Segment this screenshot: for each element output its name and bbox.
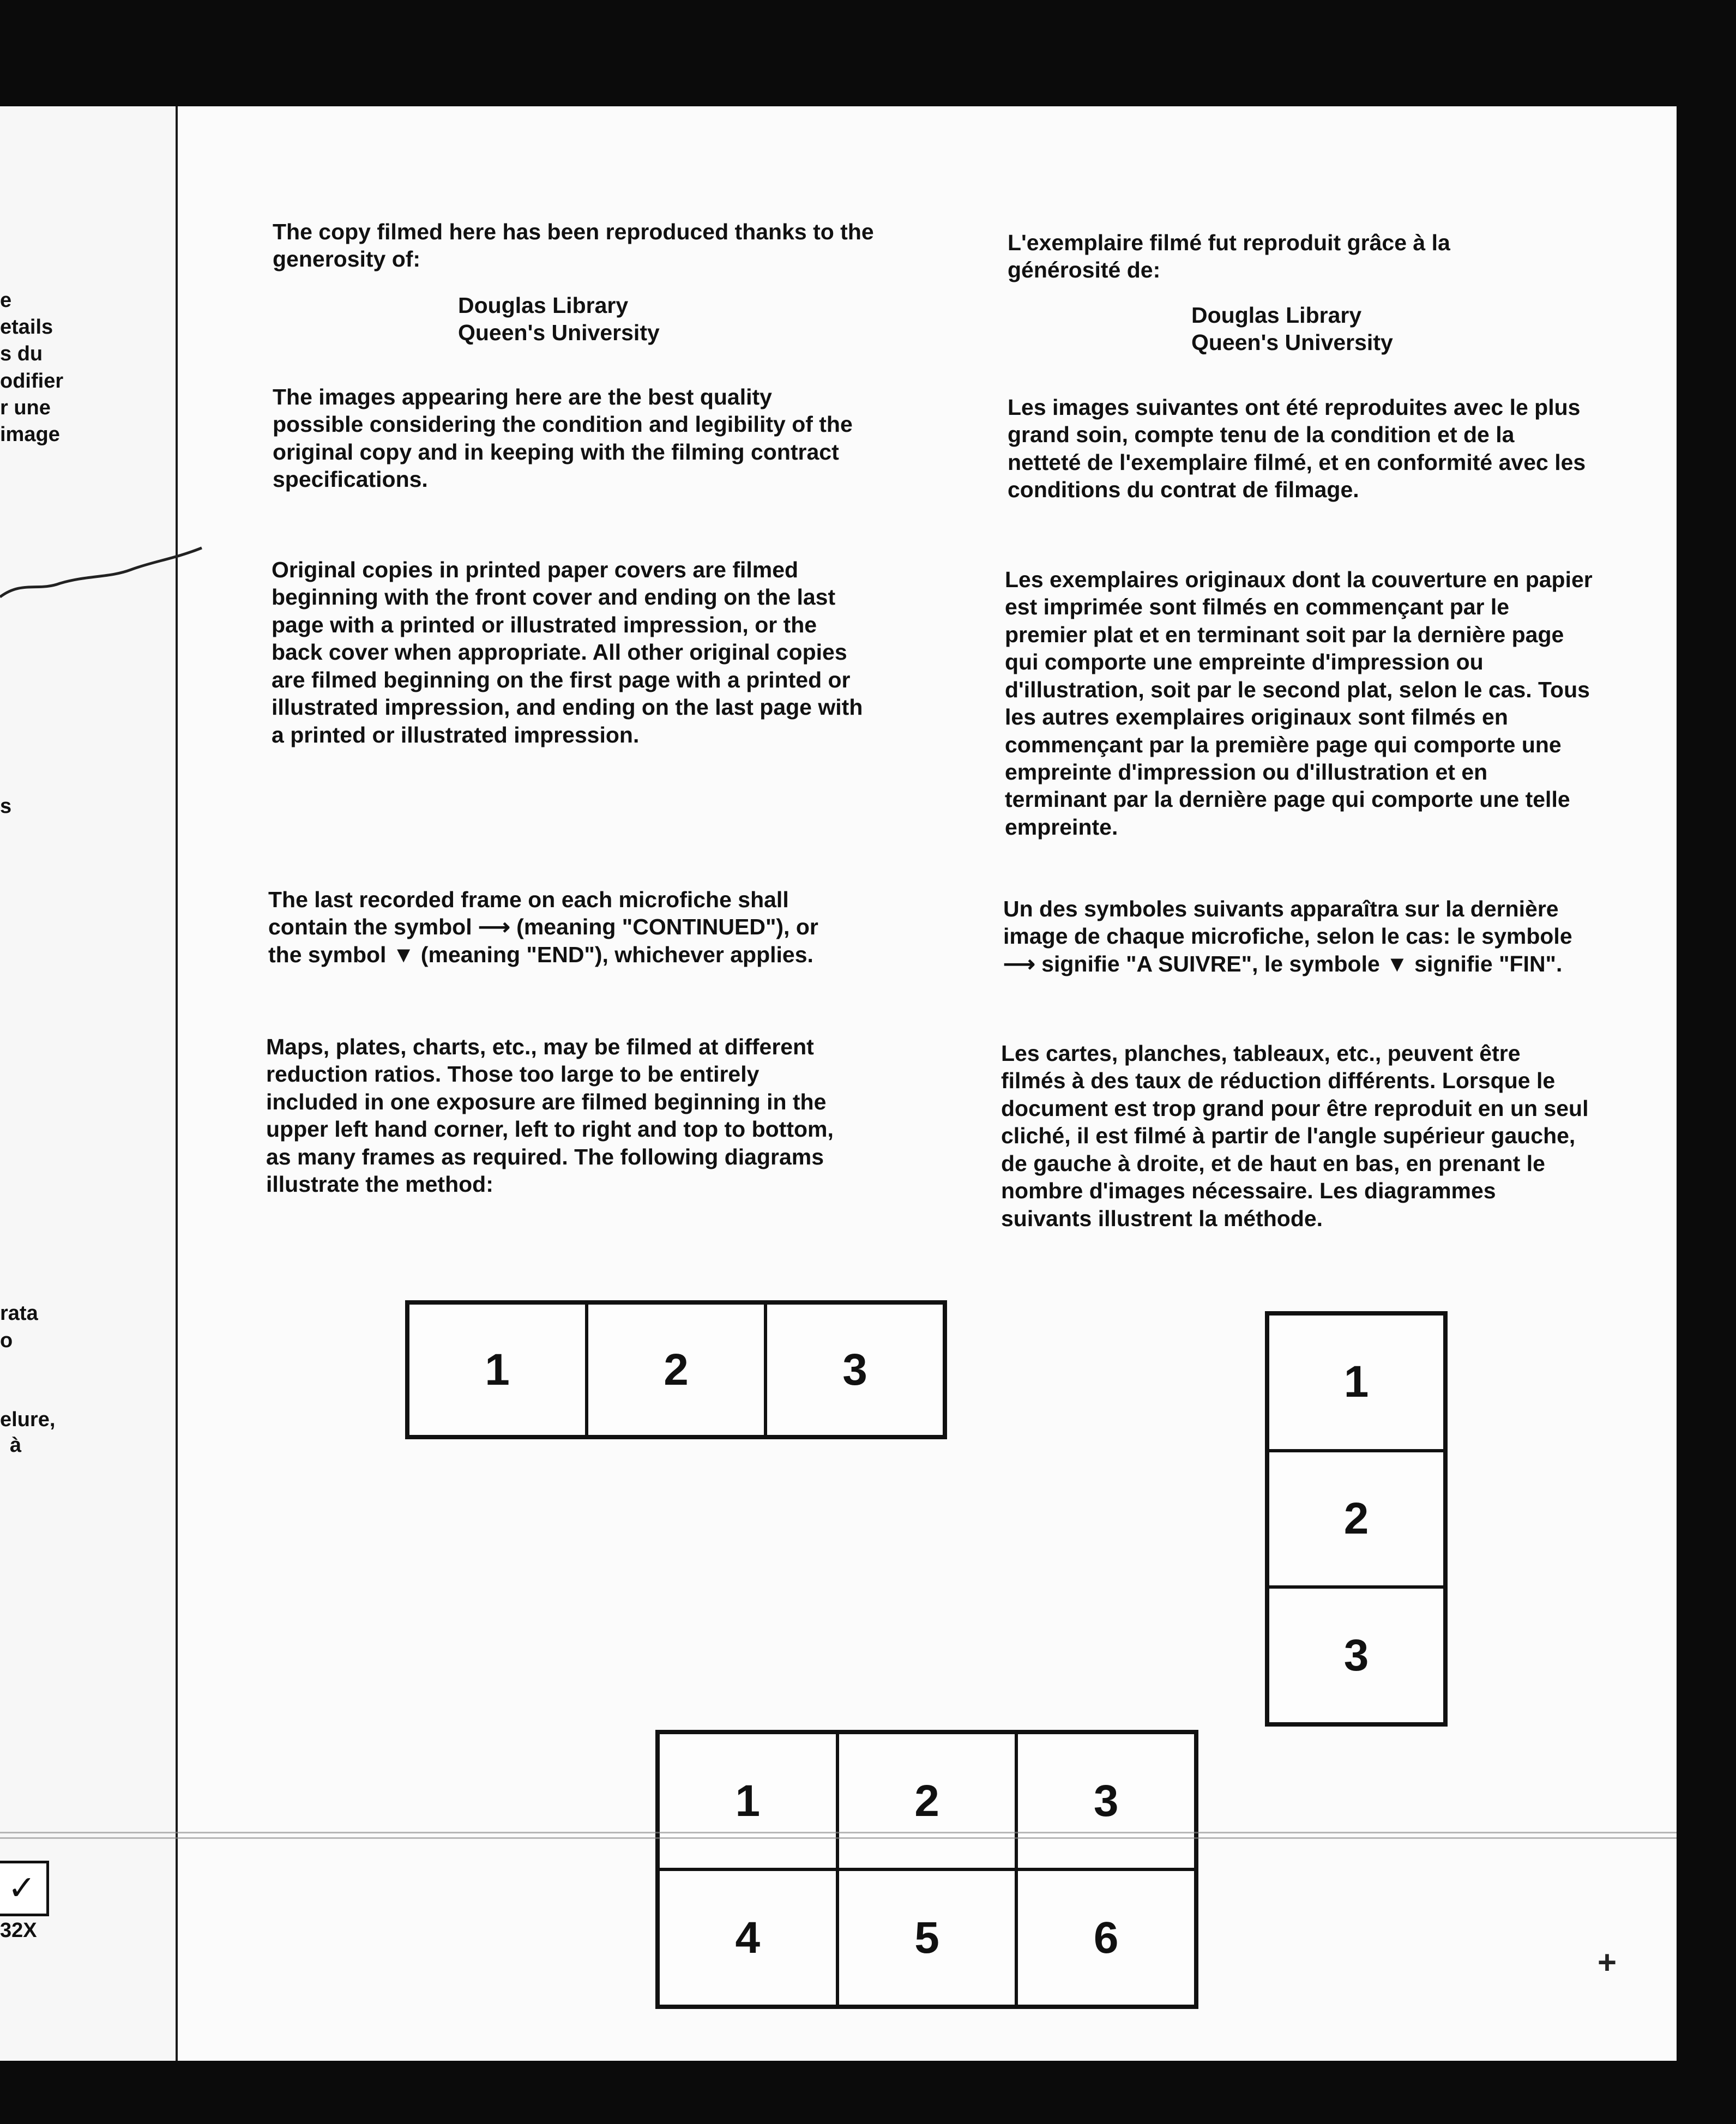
french-symbols [1003,895,1576,977]
left-fragment: etails [0,316,53,339]
reduction-ratio-label: 32X [0,1919,37,1942]
scan-line [0,1837,1677,1839]
french-library-block [1191,301,1393,357]
library-institution: Queen's University [1191,330,1393,355]
library-name: Douglas Library [1191,303,1362,328]
french-paragraph: Les images suivantes ont été reproduites avec le plus grand soin, compte tenu de la condition et de la netteté de l'exemplaire filmé, et en conformité avec les conditions du contrat de filmage. [1008,395,1586,503]
signature-squiggle [0,537,207,624]
frame-cell: 3 [765,1303,944,1437]
diagram-grid-frames [655,1730,1198,2009]
microfilm-target-page [0,106,1677,2061]
left-fragment: o [0,1329,13,1352]
english-symbols [268,886,846,968]
english-paragraph: The copy filmed here has been reproduced thanks to the generosity of: [273,219,874,272]
frame-cell: 6 [1016,1869,1196,2006]
scan-line [0,1832,1677,1833]
left-fragment: s du [0,342,43,365]
left-fragment: rata [0,1302,38,1325]
left-fragment: r une [0,396,51,419]
french-originals [1005,566,1594,841]
left-fragment: odifier [0,370,64,393]
frame-cell: 5 [837,1869,1017,2006]
frame-cell: 1 [408,1303,587,1437]
french-paragraph: Les cartes, planches, tableaux, etc., peuvent être filmés à des taux de réduction différents. Lorsque le document est trop grand pour être reproduit en un seul cliché, il est filmé à partir de l'angle supérieur gauche, de gauche à droite, et de haut en bas, en prenant le nombre d'images nécessaire. Les diagrammes suivants illustrent la méthode. [1001,1041,1589,1231]
left-fragment: elure, [0,1408,56,1431]
french-paragraph: L'exemplaire filmé fut reproduit grâce à la générosité de: [1008,230,1450,283]
english-maps [266,1033,844,1198]
left-fragment: e [0,289,12,312]
frame-cell: 1 [1268,1314,1445,1451]
french-maps [1001,1040,1590,1232]
french-quality [1008,394,1591,504]
french-intro [1008,229,1564,284]
library-name: Douglas Library [458,293,629,318]
left-fragment: s [0,795,12,818]
library-institution: Queen's University [458,320,660,346]
english-library-block [458,292,660,347]
frame-cell: 4 [658,1869,837,2006]
left-page-strip [0,106,178,2061]
english-paragraph: Maps, plates, charts, etc., may be filmed at different reduction ratios. Those too large to be entirely included in one exposure are filmed beginning in the upper left hand corner, left to right and top to bottom, as many frames as required. The following diagrams illustrate the method: [266,1034,834,1197]
frame-cell: 2 [587,1303,765,1437]
frame-cell: 2 [1268,1451,1445,1588]
english-intro [273,218,878,273]
left-fragment: image [0,423,60,446]
english-paragraph: The last recorded frame on each microfiche shall contain the symbol ⟶ (meaning "CONTINUED"), or the symbol ▼ (meaning "END"), whichever applies. [268,887,818,967]
french-paragraph: Les exemplaires originaux dont la couverture en papier est imprimée sont filmés en commençant par le premier plat et en terminant soit par la dernière page qui comporte une empreinte d'impression ou d'illustration, soit par le second plat, selon le cas. Tous les autres exemplaires originaux sont filmés en commençant par la première page qui comporte une empreinte d'impression ou d'illustration et en terminant par la dernière page qui comporte une telle empreinte. [1005,567,1593,840]
english-quality [273,383,861,493]
diagram-vertical-frames [1265,1311,1448,1727]
english-originals [272,556,871,749]
english-paragraph: Original copies in printed paper covers are filmed beginning with the front cover and ending on the last page with a printed or illustrated impression, or the back cover when appropriate. All other original copies are filmed beginning on the first page with a printed or illustrated impression, and ending on the last page with a printed or illustrated impression. [272,557,863,747]
french-paragraph: Un des symboles suivants apparaîtra sur la dernière image de chaque microfiche, selon le cas: le symbole ⟶ signifie "A SUIVRE", le symbole ▼ signifie "FIN". [1003,896,1572,976]
left-fragment: à [10,1434,22,1457]
frame-cell: 1 [658,1733,837,1869]
frame-cell: 3 [1268,1587,1445,1724]
english-paragraph: The images appearing here are the best quality possible considering the condition and legibility of the original copy and in keeping with the filming contract specifications. [273,384,853,492]
checkbox-checked: ✓ [0,1861,49,1916]
frame-cell: 2 [837,1733,1017,1869]
frame-cell: 3 [1016,1733,1196,1869]
registration-mark-icon: + [1598,1944,1617,1981]
diagram-horizontal-frames [405,1300,947,1439]
